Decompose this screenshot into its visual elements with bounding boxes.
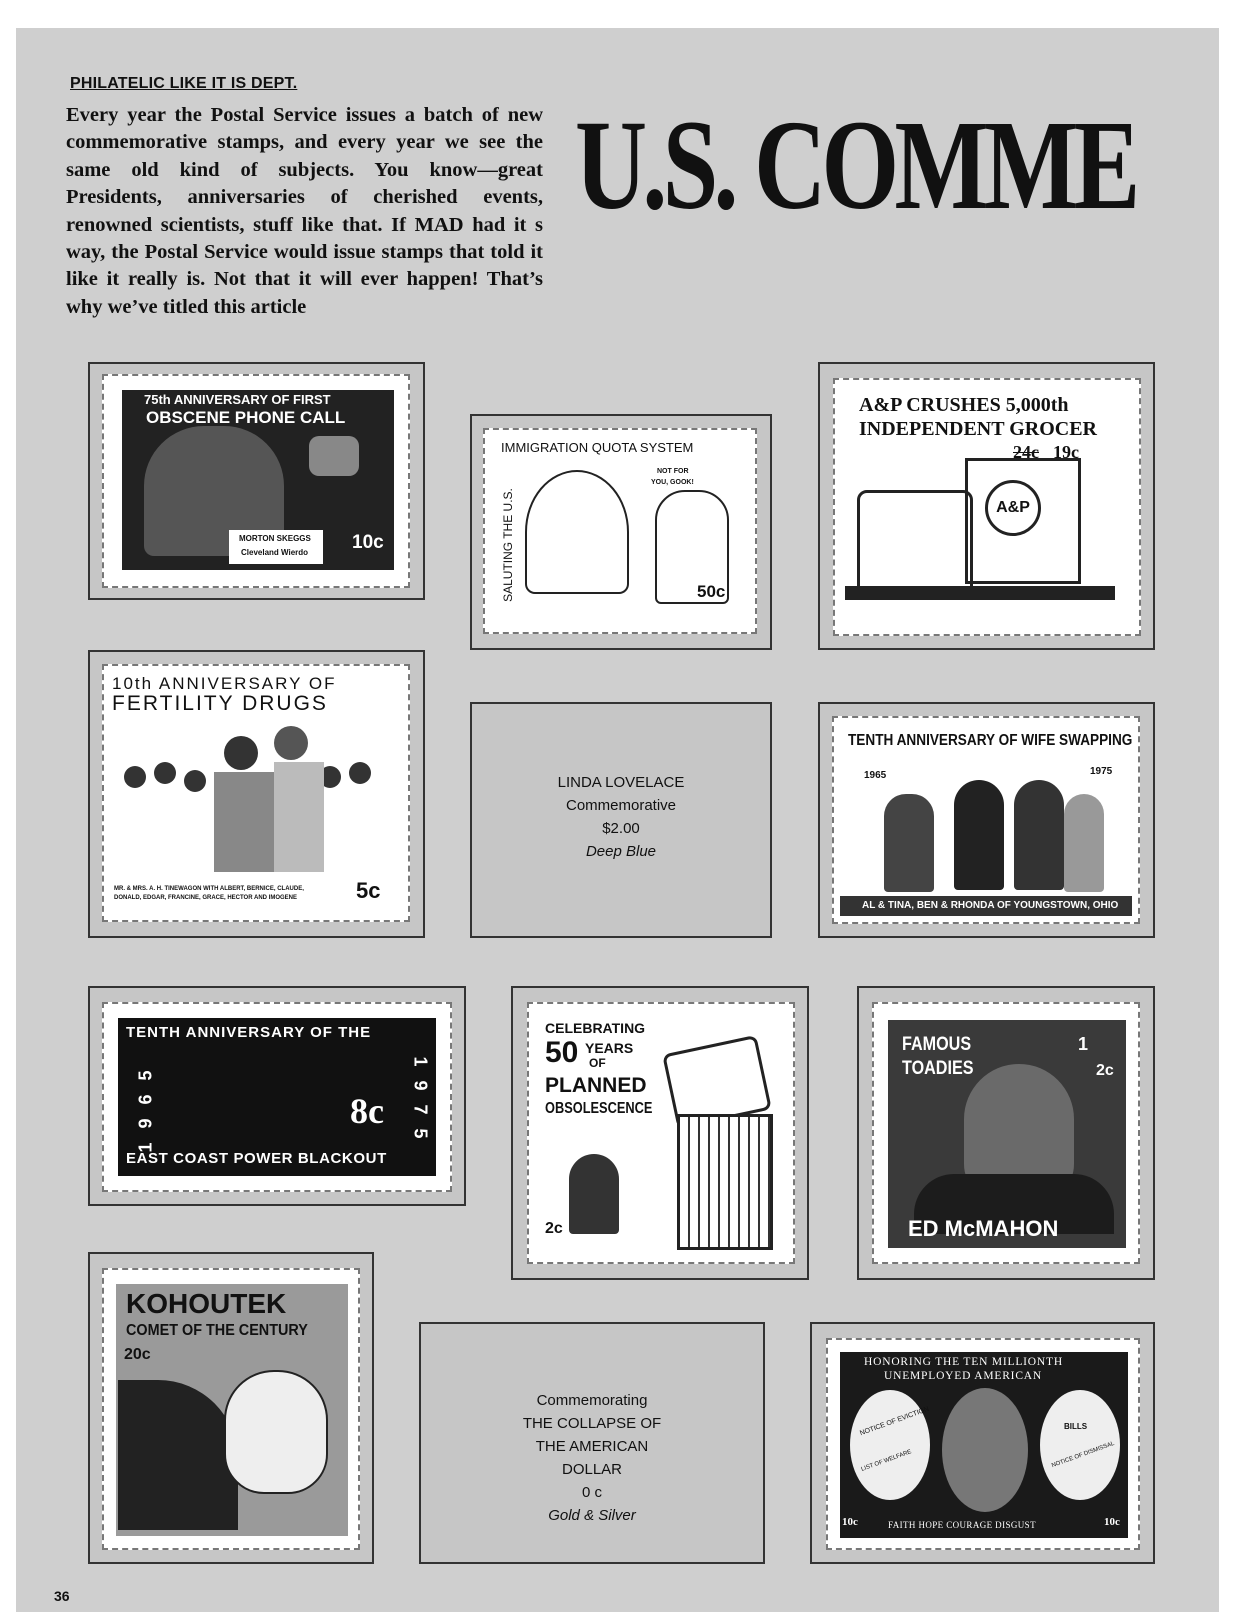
stamp-value: 19c (1053, 442, 1079, 462)
stamp-value: 10c (1104, 1516, 1120, 1528)
stamp-year: 1965 (135, 1056, 156, 1153)
text-line: THE AMERICAN (535, 1438, 649, 1455)
stamp-title: FERTILITY DRUGS (112, 692, 328, 715)
stamp-caption-name: ED McMAHON (908, 1216, 1059, 1241)
stamp-value: 5c (356, 878, 381, 903)
stamp-title: FAMOUS (902, 1034, 972, 1055)
stamp-fertility-drugs[interactable] (102, 664, 410, 922)
intro-paragraph: Every year the Postal Service issues a batch of new commemorative stamps, and every year we see the same old kind of subjects. You know—great Presidents, anniversaries of cherished events, renowned scientists, stuff like that. If MAD had it s way, the Postal Service would issue stamps that told it like it really is. Not that it will ever happen! That’s why we’ve titled this article (66, 104, 543, 318)
stamp-title: TENTH ANNIVERSARY OF WIFE SWAPPING (848, 732, 1133, 749)
stamp-caption: MR. & MRS. A. H. TINEWAGON WITH ALBERT, BERNICE, CLAUDE, (114, 886, 304, 892)
stamp-wife-swapping[interactable] (832, 716, 1140, 924)
document-label: NOTICE OF EVICTION (859, 1405, 931, 1438)
left-medallion (850, 1390, 930, 1500)
text-line: 0 c (581, 1484, 602, 1501)
stamp-value: 20c (124, 1346, 151, 1363)
ap-logo: A&P (985, 480, 1041, 536)
stamp-caption: DONALD, EDGAR, FRANCINE, GRACE, HECTOR AND IMOGENE (114, 895, 298, 901)
stamp-title: A&P CRUSHES 5,000th (859, 394, 1069, 416)
stamp-year: 1975 (1090, 766, 1113, 777)
stamp-year: 1965 (864, 770, 887, 781)
stamp-value: 8c (350, 1091, 384, 1131)
document-label: LIST OF WELFARE (860, 1449, 913, 1473)
text-line: Gold & Silver (548, 1507, 636, 1524)
text-stamp-lovelace (470, 771, 772, 863)
figure-cartoon (569, 1154, 619, 1234)
figure-cartoon (525, 470, 629, 594)
stamp-old-value: 24c (1013, 442, 1039, 462)
couples-illustration (864, 774, 1114, 892)
stamp-value: 10c (842, 1516, 858, 1528)
text-line: LINDA LOVELACE (557, 774, 685, 791)
document-label: NOTICE OF DISMISSAL (1050, 1440, 1116, 1470)
stamp-caption-name: MORTON SKEGGS (239, 534, 311, 543)
stamp-value: 50c (697, 582, 726, 601)
headline: U.S. COMME (575, 94, 1136, 236)
stamp-title: INDEPENDENT GROCER (859, 418, 1097, 440)
stamp-famous-toadies[interactable] (872, 1002, 1140, 1264)
text-line: $2.00 (602, 820, 640, 837)
speech-bubble-line: YOU, GOOK! (651, 479, 694, 486)
stamp-title: OF (589, 1056, 606, 1070)
stamp-planned-obsolescence[interactable] (527, 1002, 795, 1264)
stamp-title: CELEBRATING (545, 1020, 646, 1036)
stamp-title: HONORING THE TEN MILLIONTH (864, 1356, 1063, 1368)
text-line: Commemorative (565, 797, 677, 814)
speech-bubble-line: NOT FOR (657, 468, 689, 475)
stamp-power-blackout[interactable] (102, 1002, 452, 1192)
stamp-title: 75th ANNIVERSARY OF FIRST (144, 392, 331, 407)
road (845, 586, 1115, 600)
stamp-title: TOADIES (902, 1058, 974, 1079)
stamp-title: TENTH ANNIVERSARY OF THE (126, 1024, 372, 1041)
phone-receiver-icon (309, 436, 359, 476)
stamp-side-text: SALUTING THE U.S. (500, 488, 515, 602)
portrait-medallion (942, 1388, 1028, 1512)
stamp-title: UNEMPLOYED AMERICAN (884, 1370, 1042, 1382)
text-stamp-dollar (419, 1389, 765, 1527)
stamp-caption: FAITH HOPE COURAGE DISGUST (888, 1520, 1036, 1530)
stamp-title: 10th ANNIVERSARY OF (112, 674, 337, 693)
truck-cab (857, 490, 973, 596)
stamp-ap-crushes[interactable] (833, 378, 1141, 636)
text-line: DOLLAR (561, 1461, 623, 1478)
stamp-title: KOHOUTEK (126, 1288, 287, 1319)
stamp-value: 2c (545, 1220, 563, 1237)
stamp-caption-place: Cleveland Wierdo (241, 548, 309, 557)
stamp-caption: EAST COAST POWER BLACKOUT (126, 1150, 387, 1167)
document-label: BILLS (1064, 1422, 1088, 1431)
stamp-value: 10c (352, 532, 384, 553)
stamp-value-denominator: 2c (1096, 1062, 1114, 1079)
stamp-year: 1975 (410, 1056, 431, 1153)
text-line: THE COLLAPSE OF (522, 1415, 662, 1432)
stamp-title: COMET OF THE CENTURY (126, 1322, 308, 1339)
stamp-title: PLANNED (545, 1074, 647, 1097)
stamp-number: 50 (545, 1036, 579, 1069)
page-number: 36 (54, 1588, 70, 1604)
stamp-value-numerator: 1 (1078, 1034, 1089, 1054)
stamp-unemployed-american[interactable] (826, 1338, 1140, 1550)
stamp-caption: AL & TINA, BEN & RHONDA OF YOUNGSTOWN, OHIO (862, 900, 1119, 911)
department-label: PHILATELIC LIKE IT IS DEPT. (70, 75, 298, 92)
stamp-immigration-quota[interactable] (483, 428, 757, 634)
stamp-title: IMMIGRATION QUOTA SYSTEM (501, 440, 694, 455)
trash-can-icon (677, 1114, 773, 1250)
stamp-kohoutek[interactable] (102, 1268, 360, 1550)
stamp-title: OBSCENE PHONE CALL (146, 408, 346, 427)
scientist-head (224, 1370, 328, 1494)
stamp-title: OBSOLESCENCE (545, 1100, 653, 1117)
text-line: Deep Blue (585, 843, 657, 860)
stamp-obscene-phone-call[interactable] (102, 374, 410, 588)
text-line: Commemorating (536, 1392, 648, 1409)
family-illustration (124, 726, 384, 876)
stamp-title: YEARS (585, 1040, 634, 1056)
